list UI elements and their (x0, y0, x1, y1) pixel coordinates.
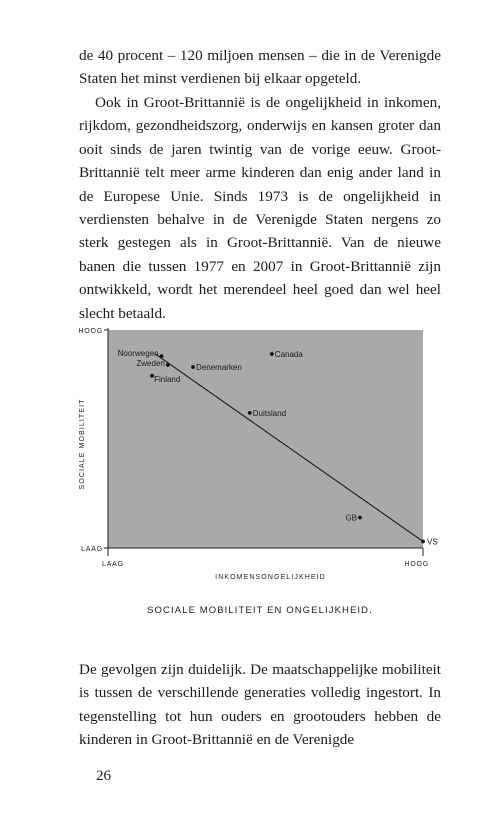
point-label-duitsland: Duitsland (252, 408, 287, 418)
figure-caption: SOCIALE MOBILITEIT EN ONGELIJKHEID. (147, 605, 373, 616)
body-paragraph-3: De gevolgen zijn duidelijk. De maatschappelijke mobiliteit is tussen de verschillende generaties volledig ingestort. In tegenstelling tot hun ouders en grootouders hebben de kinderen in Groot-Brittannië en de Verenigde (79, 661, 441, 749)
point-label-finland: Finland (154, 374, 181, 384)
x-axis-title: INKOMENSONGELIJKHEID (215, 574, 326, 581)
point-noorwegen (160, 354, 164, 358)
point-gb (358, 516, 362, 520)
point-label-vs: VS (427, 537, 438, 547)
scatter-figure (70, 318, 450, 628)
y-tick-label-low: LAAG (81, 546, 103, 553)
page-number: 26 (96, 768, 111, 784)
point-duitsland (248, 411, 252, 415)
body-paragraph-2: Ook in Groot-Brittannië is de ongelijkheid in inkomen, rijkdom, gezondheidszorg, onderwijs en kansen groter dan ooit sinds de jaren twintig van de vorige eeuw. Groot-Brittannië telt meer arme kinderen dan enig ander land in de Europese Unie. Sinds 1973 is de ongelijkheid in verdiensten behalve in de Verenigde Staten nergens zo sterk gestegen als in Groot-Brittannië. Van de nieuwe banen die tussen 1977 en 2007 in Groot-Brittannië zijn ontwikkeld, wordt het merendeel heel goed dan wel heel slecht betaald. (79, 94, 441, 322)
body-paragraph-1: de 40 procent – 120 miljoen mensen – die in de Verenigde Staten het minst verdienen bij elkaar opgeteld. (79, 47, 441, 88)
point-zweden (166, 363, 170, 367)
point-label-gb: GB (345, 513, 357, 523)
x-tick-label-high: HOOG (404, 561, 429, 568)
x-tick-label-low: LAAG (102, 561, 124, 568)
point-label-canada: Canada (274, 349, 303, 359)
point-label-noorwegen: Noorwegen (117, 349, 159, 359)
point-label-denemarken: Denemarken (196, 363, 242, 373)
point-label-zweden: Zweden (136, 358, 165, 368)
y-tick-label-high: HOOG (78, 328, 103, 335)
point-canada (270, 352, 274, 356)
scatter-chart (70, 318, 450, 593)
point-denemarken (191, 365, 195, 369)
y-axis-title: SOCIALE MOBILITEIT (79, 398, 86, 490)
point-vs (421, 540, 425, 544)
